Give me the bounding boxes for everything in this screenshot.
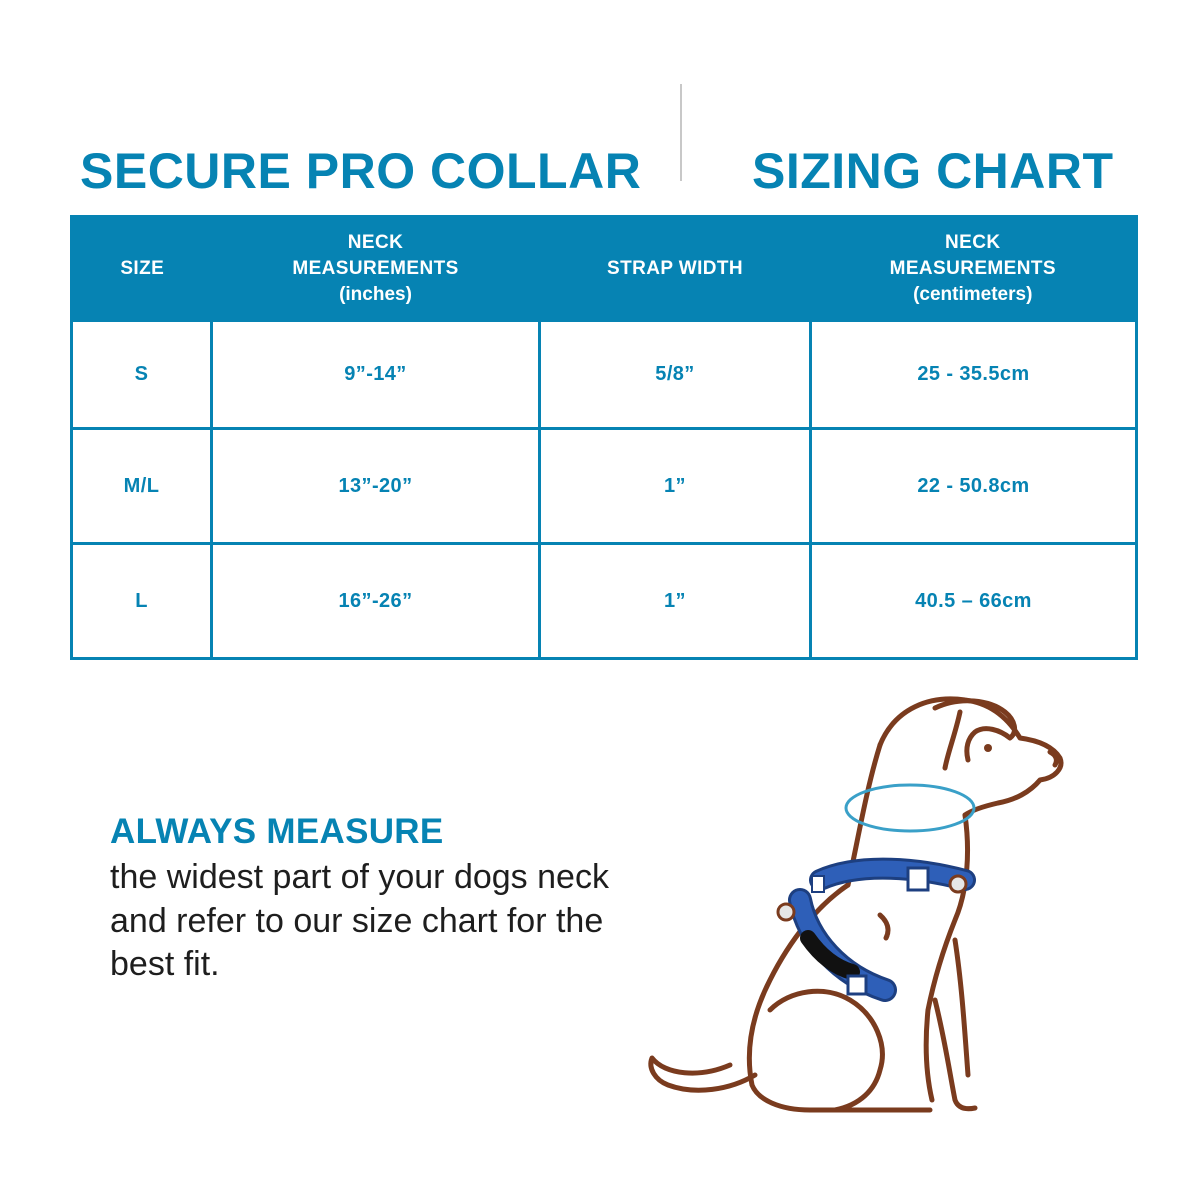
table-header-row	[72, 217, 1137, 321]
table-row	[72, 429, 1137, 544]
header-size: SIZE	[72, 217, 212, 321]
cell-neck-cm: 40.5 – 66cm	[811, 544, 1137, 659]
cell-size: L	[72, 544, 212, 659]
sizing-table	[70, 215, 1138, 660]
table-row	[72, 544, 1137, 659]
cell-strap-width: 1”	[540, 429, 811, 544]
cell-neck-cm: 22 - 50.8cm	[811, 429, 1137, 544]
collar-title: SECURE PRO COLLAR	[80, 142, 642, 199]
header-neck-cm: NECK MEASUREMENTS (centimeters)	[811, 217, 1137, 321]
header-neck-inches: NECK MEASUREMENTS (inches)	[212, 217, 540, 321]
cell-neck-inches: 13”-20”	[212, 429, 540, 544]
title-divider	[680, 84, 682, 181]
measure-heading: ALWAYS MEASURE	[110, 812, 444, 851]
cell-neck-inches: 16”-26”	[212, 544, 540, 659]
cell-neck-inches: 9”-14”	[212, 321, 540, 429]
measure-instructions: the widest part of your dogs neck and refer to our size chart for the best fit.	[110, 858, 609, 983]
cell-neck-cm: 25 - 35.5cm	[811, 321, 1137, 429]
table-row	[72, 321, 1137, 429]
dog-with-harness-icon	[620, 680, 1080, 1120]
cell-strap-width: 5/8”	[540, 321, 811, 429]
cell-size: M/L	[72, 429, 212, 544]
sizing-chart-title: SIZING CHART	[752, 142, 1114, 199]
header-strap-width: STRAP WIDTH	[540, 217, 811, 321]
cell-strap-width: 1”	[540, 544, 811, 659]
cell-size: S	[72, 321, 212, 429]
